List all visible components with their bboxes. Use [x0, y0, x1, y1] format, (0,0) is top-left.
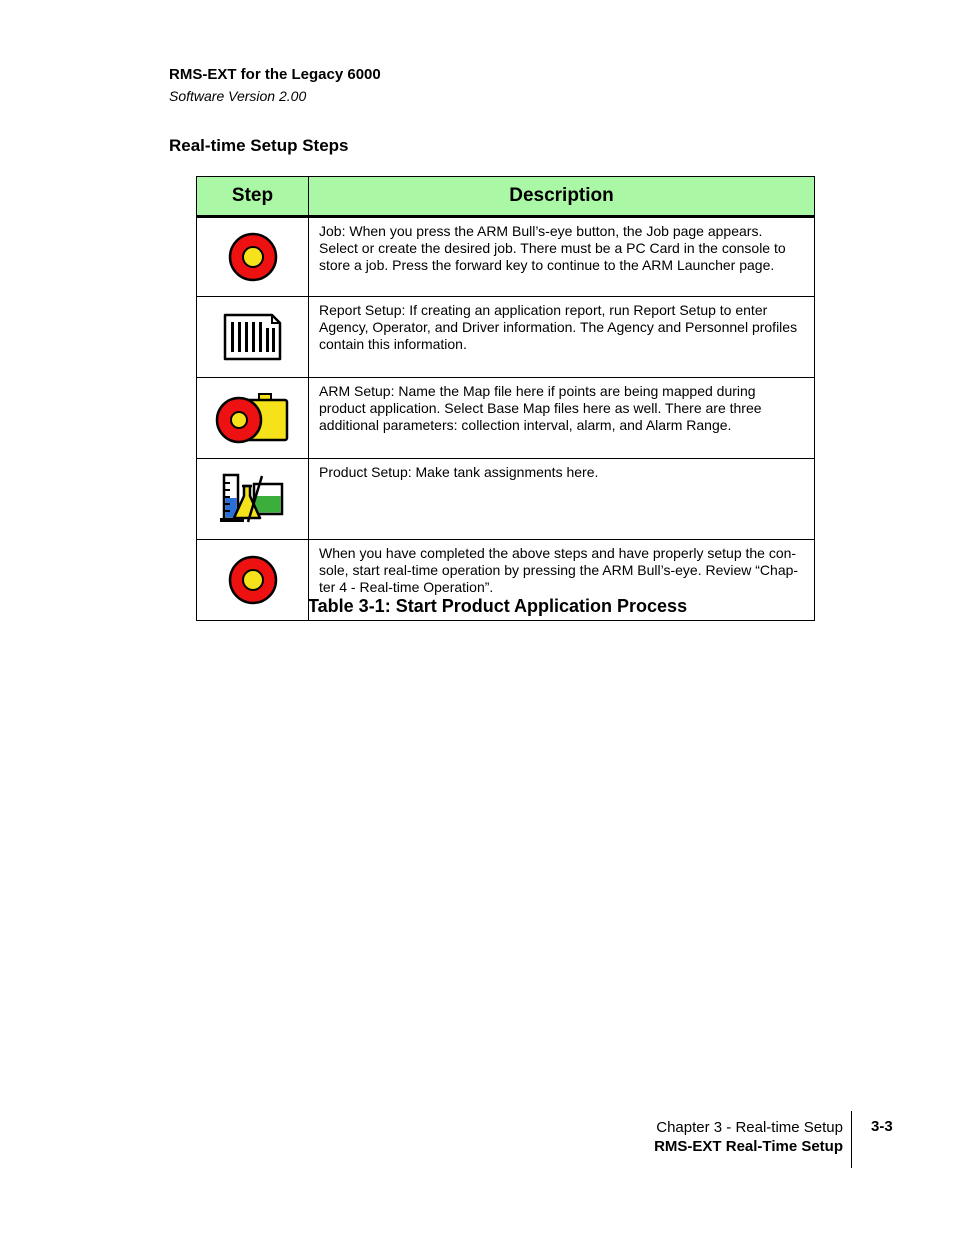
column-header-step: Step — [197, 177, 309, 217]
step-icon-cell — [197, 217, 309, 297]
table-header-row — [197, 177, 815, 217]
report-setup-icon — [197, 311, 308, 363]
step-icon-cell — [197, 378, 309, 459]
running-header-subtitle: Software Version 2.00 — [169, 88, 307, 104]
setup-steps-table — [196, 176, 815, 621]
arm-setup-icon — [197, 391, 308, 445]
running-header-title: RMS-EXT for the Legacy 6000 — [169, 66, 381, 83]
bullseye-icon — [197, 231, 308, 283]
bullseye-icon — [197, 554, 308, 606]
table-caption: Table 3-1: Start Product Application Process — [308, 596, 688, 616]
footer-chapter: Chapter 3 - Real-time Setup — [656, 1119, 843, 1136]
section-heading: Real-time Setup Steps — [169, 136, 349, 155]
step-icon-cell — [197, 297, 309, 378]
table-row — [197, 217, 815, 297]
column-header-description: Description — [309, 177, 815, 217]
table-row — [197, 459, 815, 540]
page-number: 3-3 — [871, 1118, 893, 1135]
step-description: Product Setup: Make tank assignments here. — [309, 459, 815, 540]
step-description: Report Setup: If creating an application report, run Report Setup to enter Agency, Operator, and Driver information. The Agency and Personnel profiles contain this information. — [309, 297, 815, 378]
running-footer — [654, 1118, 843, 1156]
footer-document-title: RMS-EXT Real-Time Setup — [654, 1138, 843, 1155]
step-description: ARM Setup: Name the Map file here if points are being mapped during product application. Select Base Map files here as well. There are three additional parameters: collection interval, alarm, and Alarm Range. — [309, 378, 815, 459]
step-description: Job: When you press the ARM Bull’s-eye button, the Job page appears. Select or create the desired job. There must be a PC Card in the console to store a job. Press the forward key to continue to the ARM Launcher page. — [309, 217, 815, 297]
footer-divider — [851, 1111, 852, 1168]
product-setup-icon — [197, 472, 308, 526]
step-icon-cell — [197, 459, 309, 540]
table-row — [197, 378, 815, 459]
table-row — [197, 297, 815, 378]
step-icon-cell — [197, 540, 309, 621]
step-description: When you have completed the above steps and have properly setup the con- sole, start real-time operation by pressing the ARM Bull’s-eye. Review “Chap- ter 4 - Real-time Operation”. — [309, 540, 815, 621]
